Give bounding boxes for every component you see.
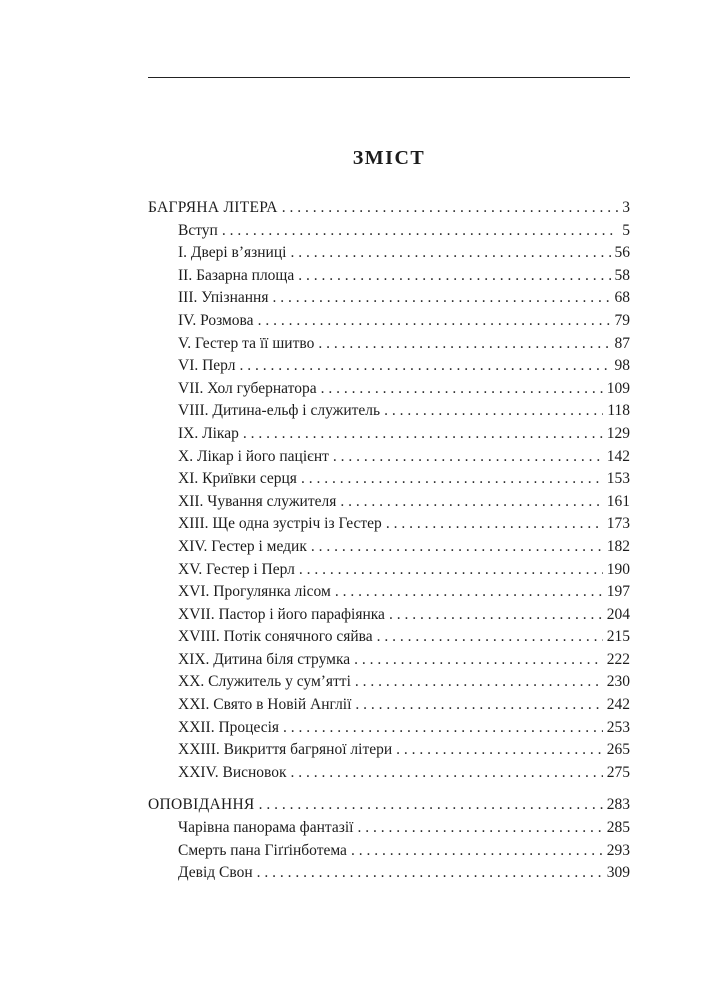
toc-entry-title: XІ. Криївки серця (178, 470, 297, 488)
toc-page-number: 161 (606, 492, 630, 510)
table-of-contents (148, 197, 630, 885)
toc-entry[interactable] (148, 649, 630, 672)
toc-page-number: 5 (622, 221, 630, 239)
dot-leader (283, 717, 603, 740)
toc-page-number: 142 (606, 447, 630, 465)
toc-entry[interactable] (148, 446, 630, 469)
toc-entry-title: XVІІ. Пастор і його парафіянка (178, 605, 385, 623)
dot-leader (258, 310, 611, 333)
toc-entry-title: І. Двері в’язниці (178, 244, 287, 262)
toc-entry[interactable] (148, 400, 630, 423)
toc-page-number: 242 (606, 696, 630, 714)
toc-entry[interactable] (148, 287, 630, 310)
toc-section-scarlet-letter (148, 197, 630, 784)
toc-page-number: 153 (606, 470, 630, 488)
toc-page-number: 118 (607, 402, 630, 420)
toc-page-number: 222 (606, 650, 630, 668)
toc-entry-title: ІІІ. Упізнання (178, 289, 269, 307)
toc-entry[interactable] (148, 862, 630, 885)
dot-leader (389, 604, 603, 627)
toc-entry-title: XІІІ. Ще одна зустріч із Гестер (178, 515, 382, 533)
toc-entry[interactable] (148, 220, 630, 243)
toc-entry-title: V. Гестер та її шитво (178, 334, 315, 352)
dot-leader (290, 242, 610, 265)
toc-entry[interactable] (148, 536, 630, 559)
dot-leader (243, 423, 603, 446)
toc-entry[interactable] (148, 242, 630, 265)
toc-entry[interactable] (148, 333, 630, 356)
toc-entry-title: IV. Розмова (178, 311, 254, 329)
toc-entry[interactable] (148, 378, 630, 401)
toc-page-number: 230 (606, 673, 630, 691)
toc-page-number: 265 (606, 741, 630, 759)
toc-page-number: 79 (614, 311, 630, 329)
toc-page-number: 56 (614, 244, 630, 262)
toc-page-number: 68 (614, 289, 630, 307)
toc-entry-title: XXІV. Висновок (178, 763, 287, 781)
toc-entry-title: XXІІ. Процесія (178, 718, 280, 736)
toc-section-heading[interactable] (148, 197, 630, 220)
toc-entry-title: Чарівна панорама фантазії (178, 819, 354, 837)
toc-entry-title: VІ. Перл (178, 357, 236, 375)
toc-entry-title: XIV. Гестер і медик (178, 537, 307, 555)
toc-entry[interactable] (148, 817, 630, 840)
dot-leader (354, 649, 603, 672)
dot-leader (259, 794, 603, 817)
toc-entry[interactable] (148, 739, 630, 762)
dot-leader (384, 400, 603, 423)
toc-entry[interactable] (148, 265, 630, 288)
dot-leader (282, 197, 619, 220)
dot-leader (257, 862, 603, 885)
toc-section-stories (148, 794, 630, 884)
toc-page-number: 87 (614, 334, 630, 352)
toc-page-number: 309 (606, 864, 630, 882)
toc-entry-title: XXІ. Свято в Новій Англії (178, 696, 352, 714)
toc-page-number: 285 (606, 819, 630, 837)
toc-entry[interactable] (148, 694, 630, 717)
dot-leader (355, 694, 602, 717)
dot-leader (291, 762, 603, 785)
dot-leader (321, 378, 603, 401)
dot-leader (357, 817, 602, 840)
toc-entry[interactable] (148, 513, 630, 536)
toc-entry[interactable] (148, 355, 630, 378)
toc-entry-title: XІІ. Чування служителя (178, 492, 337, 510)
toc-entry-title: VІІІ. Дитина-ельф і служитель (178, 402, 381, 420)
dot-leader (335, 581, 603, 604)
toc-page-number: 58 (614, 266, 630, 284)
toc-entry-title: XVІ. Прогулянка лісом (178, 583, 331, 601)
dot-leader (351, 840, 603, 863)
dot-leader (311, 536, 603, 559)
dot-leader (396, 739, 603, 762)
toc-page-number: 109 (606, 379, 630, 397)
toc-entry[interactable] (148, 840, 630, 863)
dot-leader (355, 671, 603, 694)
toc-entry-title: Смерть пана Гіґґінботема (178, 841, 347, 859)
toc-page-number: 293 (606, 841, 630, 859)
toc-page-number: 215 (606, 628, 630, 646)
toc-entry-title: ІX. Лікар (178, 424, 239, 442)
toc-entry[interactable] (148, 581, 630, 604)
toc-entry-title: Вступ (178, 221, 218, 239)
toc-page-number: 98 (614, 357, 630, 375)
toc-page-number: 197 (606, 583, 630, 601)
toc-entry-title: XVІІІ. Потік сонячного сяйва (178, 628, 373, 646)
dot-leader (333, 446, 603, 469)
toc-page-number: 190 (606, 560, 630, 578)
dot-leader (298, 265, 610, 288)
dot-leader (340, 491, 602, 514)
top-rule (148, 77, 630, 78)
toc-entry[interactable] (148, 491, 630, 514)
toc-entry-title: XІX. Дитина біля струмка (178, 650, 351, 668)
toc-page-number: 182 (606, 537, 630, 555)
toc-section-title: ОПОВІДАННЯ (148, 796, 255, 814)
toc-entry[interactable] (148, 671, 630, 694)
toc-page-number: 283 (606, 796, 630, 814)
toc-entry-title: VІІ. Хол губернатора (178, 379, 317, 397)
toc-entry-title: XX. Служитель у сум’ятті (178, 673, 351, 691)
toc-entry-title: XXІІІ. Викриття багряної літери (178, 741, 393, 759)
toc-entry-title: Девід Свон (178, 864, 253, 882)
toc-entry[interactable] (148, 310, 630, 333)
toc-entry[interactable] (148, 626, 630, 649)
dot-leader (377, 626, 603, 649)
toc-entry-title: X. Лікар і його пацієнт (178, 447, 329, 465)
dot-leader (386, 513, 603, 536)
toc-entry[interactable] (148, 762, 630, 785)
dot-leader (301, 468, 603, 491)
toc-section-title: БАГРЯНА ЛІТЕРА (148, 199, 278, 216)
toc-entry[interactable] (148, 423, 630, 446)
toc-entry[interactable] (148, 717, 630, 740)
toc-entry[interactable] (148, 604, 630, 627)
toc-page-number: 173 (606, 515, 630, 533)
page-title: ЗМІСТ (352, 147, 426, 169)
toc-entry[interactable] (148, 468, 630, 491)
dot-leader (272, 287, 610, 310)
toc-page-number: 3 (622, 199, 630, 216)
dot-leader (299, 559, 603, 582)
toc-page-number: 129 (606, 424, 630, 442)
dot-leader (239, 355, 610, 378)
toc-entry-title: ІІ. Базарна площа (178, 266, 295, 284)
dot-leader (318, 333, 610, 356)
dot-leader (222, 220, 618, 243)
toc-page-number: 253 (606, 718, 630, 736)
toc-page-number: 204 (606, 605, 630, 623)
toc-entry[interactable] (148, 559, 630, 582)
toc-section-heading[interactable] (148, 794, 630, 817)
toc-entry-title: XV. Гестер і Перл (178, 560, 295, 578)
toc-page-number: 275 (606, 763, 630, 781)
